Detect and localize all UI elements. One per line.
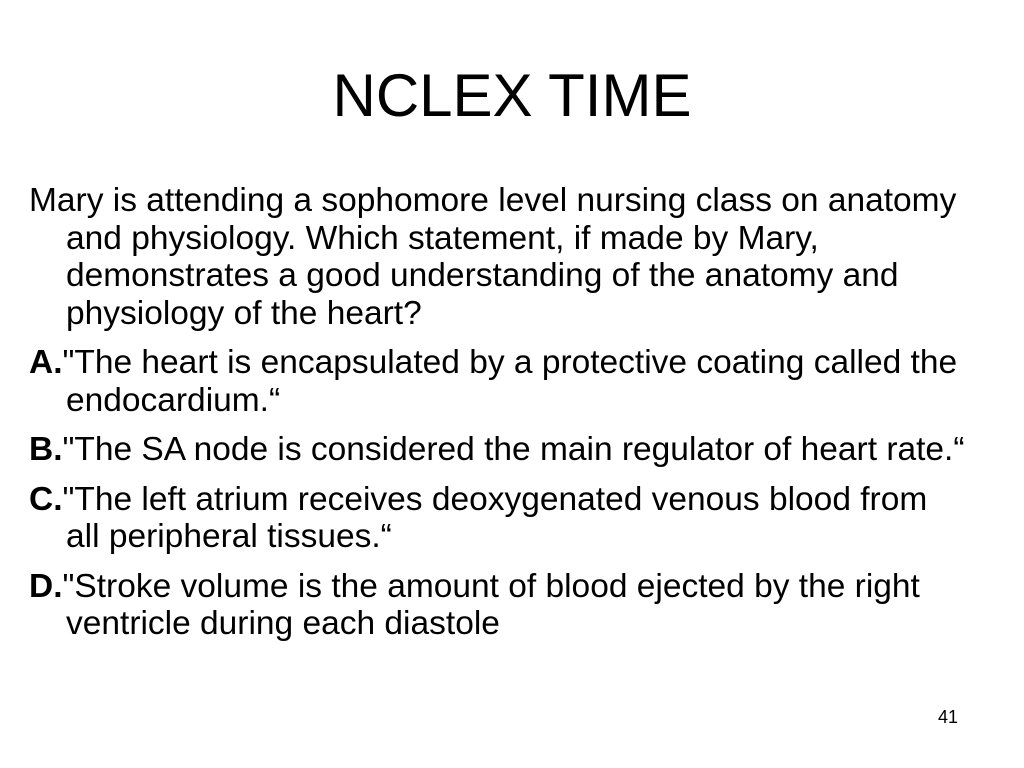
option-d-text: "Stroke volume is the amount of blood ejected by the right ventricle during each diastole	[62, 567, 920, 642]
option-c-text: "The left atrium receives deoxygenated venous blood from all peripheral tissues.“	[62, 480, 928, 555]
slide-title: NCLEX TIME	[332, 62, 692, 129]
option-c-letter: C.	[29, 480, 63, 518]
option-b-text: "The SA node is considered the main regulator of heart rate.“	[62, 431, 965, 468]
option-a-text: "The heart is encapsulated by a protective coating called the endocardium.“	[62, 344, 958, 419]
slide-body	[29, 182, 969, 655]
option-b-letter: B.	[29, 431, 63, 468]
option-b	[29, 431, 969, 469]
slide-number: 41	[938, 707, 959, 727]
option-d-letter: D.	[29, 567, 63, 605]
option-a	[29, 344, 969, 419]
option-d	[29, 568, 969, 643]
option-a-letter: A.	[29, 344, 63, 381]
option-c	[29, 481, 969, 556]
question-text: Mary is attending a sophomore level nursing class on anatomy and physiology. Which statement, if made by Mary, demonstrates a good understanding of the anatomy and physiology of the heart?	[29, 182, 957, 332]
